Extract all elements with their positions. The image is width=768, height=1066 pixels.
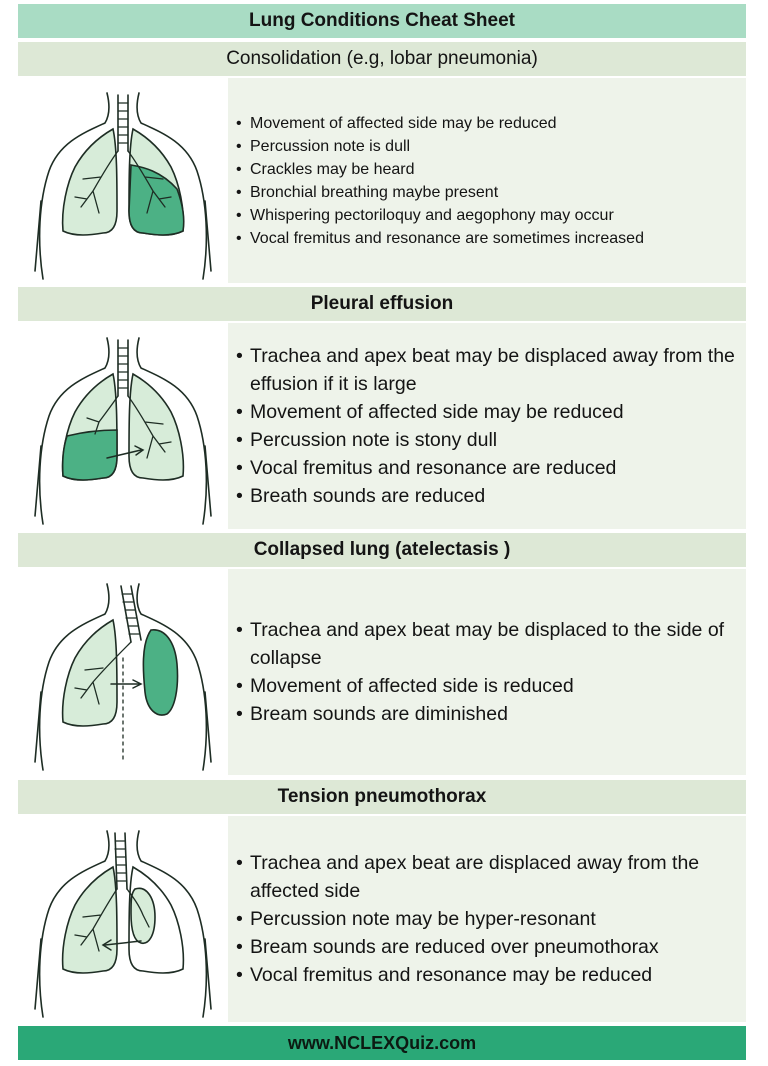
section-body-consolidation bbox=[18, 78, 746, 283]
list-item: • Trachea and apex beat may be displaced away from the effusion if it is large bbox=[234, 342, 736, 398]
list-item: • Vocal fremitus and resonance are reduced bbox=[234, 454, 736, 482]
list-item: • Vocal fremitus and resonance are sometimes increased bbox=[234, 227, 644, 250]
list-item: • Trachea and apex beat may be displaced to the side of collapse bbox=[234, 616, 736, 672]
list-item: • Movement of affected side may be reduced bbox=[234, 112, 644, 135]
section-heading-pleural-effusion: Pleural effusion bbox=[18, 287, 746, 321]
list-item: • Bream sounds are diminished bbox=[234, 700, 736, 728]
collapsed-lung-points-list bbox=[234, 616, 736, 728]
consolidation-lungs-illustration bbox=[18, 78, 228, 283]
list-item: • Percussion note may be hyper-resonant bbox=[234, 905, 736, 933]
list-item: • Movement of affected side is reduced bbox=[234, 672, 736, 700]
list-item: • Percussion note is stony dull bbox=[234, 426, 736, 454]
tension-pneumothorax-points-list bbox=[234, 849, 736, 989]
list-item: • Breath sounds are reduced bbox=[234, 482, 736, 510]
collapsed-lung-points-panel bbox=[228, 569, 746, 775]
section-body-collapsed-lung bbox=[18, 569, 746, 775]
list-item: • Whispering pectoriloquy and aegophony may occur bbox=[234, 204, 644, 227]
collapsed-lung-illustration bbox=[18, 569, 228, 775]
tension-pneumothorax-illustration bbox=[18, 816, 228, 1022]
pleural-effusion-points-list bbox=[234, 342, 736, 510]
list-item: • Movement of affected side may be reduced bbox=[234, 398, 736, 426]
list-item: • Trachea and apex beat are displaced away from the affected side bbox=[234, 849, 736, 905]
list-item: • Crackles may be heard bbox=[234, 158, 644, 181]
section-heading-collapsed-lung: Collapsed lung (atelectasis ) bbox=[18, 533, 746, 567]
list-item: • Vocal fremitus and resonance may be reduced bbox=[234, 961, 736, 989]
page-title: Lung Conditions Cheat Sheet bbox=[18, 4, 746, 38]
section-heading-tension-pneumothorax: Tension pneumothorax bbox=[18, 780, 746, 814]
list-item: • Bream sounds are reduced over pneumothorax bbox=[234, 933, 736, 961]
pleural-effusion-points-panel bbox=[228, 323, 746, 529]
section-body-pleural-effusion bbox=[18, 323, 746, 529]
list-item: • Bronchial breathing maybe present bbox=[234, 181, 644, 204]
consolidation-points-list bbox=[234, 112, 644, 250]
pleural-effusion-lungs-illustration bbox=[18, 323, 228, 529]
section-heading-consolidation: Consolidation (e.g, lobar pneumonia) bbox=[18, 42, 746, 76]
consolidation-points-panel bbox=[228, 78, 746, 283]
footer-website-link[interactable]: www.NCLEXQuiz.com bbox=[18, 1026, 746, 1060]
section-body-tension-pneumothorax bbox=[18, 816, 746, 1022]
tension-pneumothorax-points-panel bbox=[228, 816, 746, 1022]
list-item: • Percussion note is dull bbox=[234, 135, 644, 158]
